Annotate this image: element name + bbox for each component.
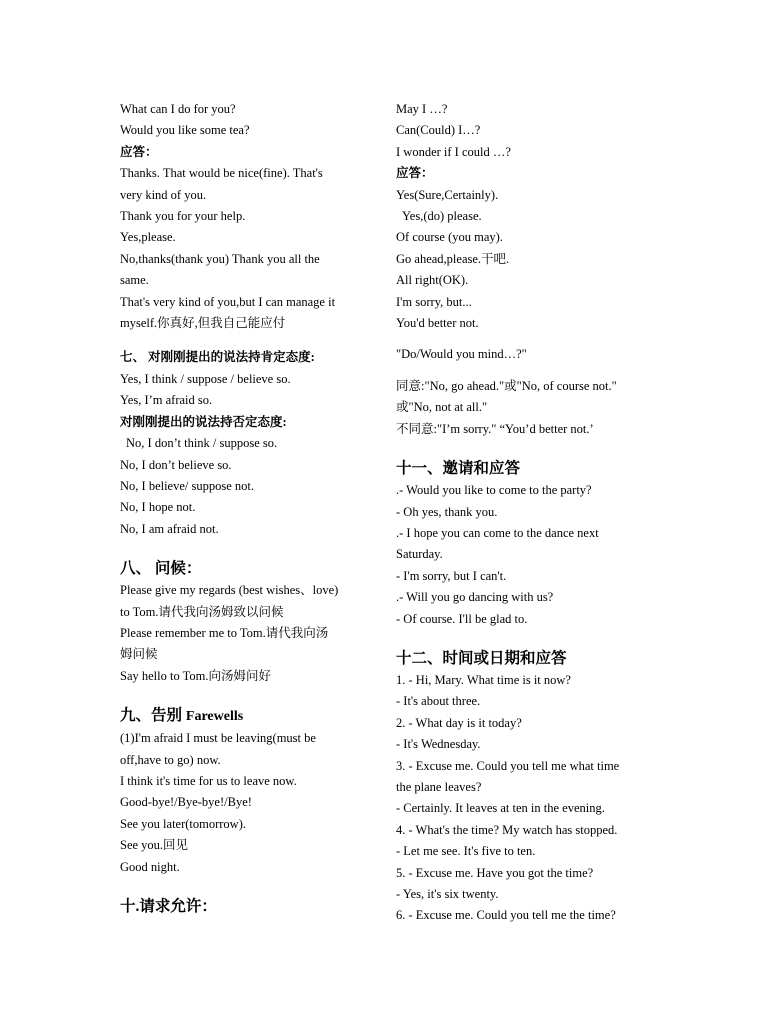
text-line: .- I hope you can come to the dance next <box>396 525 599 540</box>
text-line: 同意:"No, go ahead."或"No, of course not." <box>396 378 617 393</box>
text-line: No, I am afraid not. <box>120 521 219 536</box>
text-line: Go ahead,please.干吧. <box>396 251 510 266</box>
text-line: See you.回见 <box>120 838 189 853</box>
text-line: "Do/Would you mind…?" <box>396 347 527 362</box>
text-line: Yes, I’m afraid so. <box>120 393 213 408</box>
section-heading-12: 十二、时间或日期和应答 <box>396 649 567 667</box>
text-line: 3. - Excuse me. Could you tell me what time <box>396 758 620 773</box>
text-line: same. <box>120 273 149 288</box>
right-column <box>396 99 648 927</box>
text-line: to Tom.请代我向汤姆致以问候 <box>120 604 284 619</box>
text-line: .- Would you like to come to the party? <box>396 483 592 498</box>
text-line: No, I don’t think / suppose so. <box>126 436 278 451</box>
text-line: No, I believe/ suppose not. <box>120 478 255 493</box>
text-line: Please give my regards (best wishes、love) <box>120 583 339 598</box>
section-heading-9-cn: 九、告别 <box>120 707 183 725</box>
text-line: very kind of you. <box>120 187 207 202</box>
text-line: the plane leaves? <box>396 779 482 794</box>
text-line: 2. - What day is it today? <box>396 715 522 730</box>
text-line: - Let me see. It's five to ten. <box>396 844 536 859</box>
text-line: Saturday. <box>396 547 443 562</box>
text-line: Thanks. That would be nice(fine). That's <box>120 166 323 181</box>
text-line: - It's Wednesday. <box>396 737 481 752</box>
section-heading-9 <box>120 705 370 728</box>
text-line: Good night. <box>120 859 180 874</box>
text-line: No,thanks(thank you) Thank you all the <box>120 251 320 266</box>
text-line: What can I do for you? <box>120 102 236 116</box>
section-heading-11: 十一、邀请和应答 <box>396 460 521 478</box>
text-line: I think it's time for us to leave now. <box>120 773 297 788</box>
text-line: off,have to go) now. <box>120 752 221 767</box>
text-line: No, I don’t believe so. <box>120 457 232 472</box>
text-line: - Yes, it's six twenty. <box>396 887 499 901</box>
text-line: That's very kind of you,but I can manage it <box>120 294 336 309</box>
section-heading-9-en: Farewells <box>185 709 244 725</box>
section-heading-8: 八、 问候： <box>120 560 202 578</box>
text-line: .- Will you go dancing with us? <box>396 590 554 605</box>
section-heading-7: 七、 对刚刚提出的说法持肯定态度: <box>120 350 315 365</box>
text-line: You'd better not. <box>396 316 479 331</box>
text-line: Yes(Sure,Certainly). <box>396 187 499 202</box>
text-line: - Certainly. It leaves at ten in the evening. <box>396 801 605 816</box>
text-line: May I …? <box>396 102 448 116</box>
text-line: Of course (you may). <box>396 230 503 245</box>
text-line: 6. - Excuse me. Could you tell me the time? <box>396 908 616 923</box>
left-column <box>120 99 370 918</box>
text-line: - I'm sorry, but I can't. <box>396 568 507 583</box>
text-line: 1. - Hi, Mary. What time is it now? <box>396 672 571 687</box>
text-line: Would you like some tea? <box>120 123 250 138</box>
text-line: No, I hope not. <box>120 500 196 515</box>
text-line: See you later(tomorrow). <box>120 816 247 831</box>
text-line: 5. - Excuse me. Have you got the time? <box>396 865 594 880</box>
text-line: - Of course. I'll be glad to. <box>396 611 528 626</box>
text-line: 4. - What's the time? My watch has stopped. <box>396 822 618 837</box>
text-line: - Oh yes, thank you. <box>396 504 498 519</box>
text-line: 不同意:"I’m sorry." “You’d better not.’ <box>396 421 594 436</box>
section-subheading-7-negative: 对刚刚提出的说法持否定态度: <box>120 414 287 429</box>
text-line: All right(OK). <box>396 273 469 288</box>
text-line: - It's about three. <box>396 694 481 709</box>
text-line: Yes, I think / suppose / believe so. <box>120 371 291 386</box>
text-line: Yes,(do) please. <box>402 209 482 224</box>
text-line: Good-bye!/Bye-bye!/Bye! <box>120 795 252 810</box>
text-line: Yes,please. <box>120 230 176 245</box>
text-line: Can(Could) I…? <box>396 123 481 138</box>
text-line: 姆问候 <box>120 647 158 662</box>
answer-label: 应答： <box>396 166 434 181</box>
section-heading-10: 十.请求允许： <box>120 898 217 915</box>
text-line: Say hello to Tom.向汤姆问好 <box>120 668 271 683</box>
text-line: myself.你真好,但我自己能应付 <box>120 316 286 331</box>
text-line: 或"No, not at all." <box>396 400 488 415</box>
text-line: Thank you for your help. <box>120 209 246 224</box>
text-line: Please remember me to Tom.请代我向汤 <box>120 625 329 640</box>
answer-label: 应答： <box>120 144 158 159</box>
text-line: I'm sorry, but... <box>396 294 472 309</box>
text-line: I wonder if I could …? <box>396 144 511 159</box>
text-line: (1)I'm afraid I must be leaving(must be <box>120 731 316 746</box>
